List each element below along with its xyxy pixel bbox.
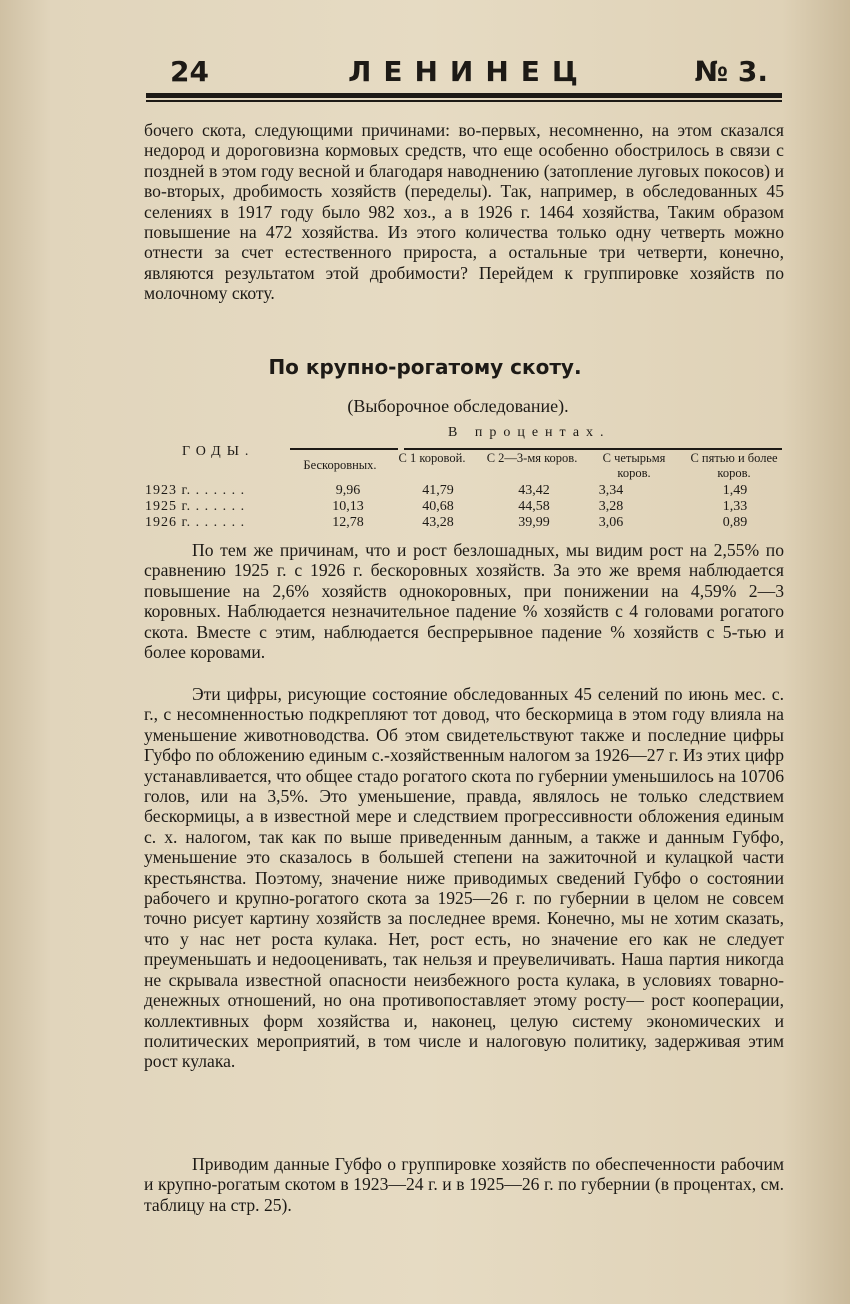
table-cell: 3,34	[598, 483, 624, 498]
table-header-rule	[404, 448, 782, 450]
table-cell: 1,33	[722, 499, 748, 514]
table-cell: 10,13	[332, 499, 364, 514]
table-years-header: ГОДЫ.	[182, 444, 255, 459]
column-header-five-plus: С пятью и более коров.	[690, 451, 778, 480]
paragraph-4: Приводим данные Губфо о группировке хозяйств по обеспеченности рабочим и крупно-рогатым скотом в 1923—24 г. и в 1925—26 г. по губернии (в процентах, см. таблицу на стр. 25).	[144, 1154, 784, 1215]
section-title: По крупно-рогатому скоту.	[268, 355, 582, 379]
column-header-two-three: С 2—3-мя коров.	[486, 451, 578, 465]
table-row-year: 1925 г. . . . . . .	[145, 499, 246, 514]
table-header-rule	[290, 448, 398, 450]
table-cell: 3,28	[598, 499, 624, 514]
table-cell: 9,96	[335, 483, 361, 498]
section-subtitle: (Выборочное обследование).	[347, 396, 569, 416]
table-caption: В процентах.	[448, 425, 611, 440]
table-cell: 40,68	[422, 499, 454, 514]
table-cell: 12,78	[332, 515, 364, 530]
table-cell: 0,89	[722, 515, 748, 530]
table-row-year: 1923 г. . . . . . .	[145, 483, 246, 498]
table-cell: 39,99	[518, 515, 550, 530]
paragraph-2: По тем же причинам, что и рост безлошадных, мы видим рост на 2,55% по сравнению 1925 г. с 1926 г. бескоровных хозяйств. За это же время наблюдается повышение на 2,6% хозяйств однокоровных, при понижении на 4,59% 2—3 коровных. Наблюдается незначительное падение % хозяйств с 4 головами рогатого скота. Вместе с этим, наблюдается беспрерывное падение % хозяйств с 5-тью и более коровами.	[144, 540, 784, 663]
table-cell: 41,79	[422, 483, 454, 498]
header-rule-thick	[146, 93, 782, 98]
header-rule-thin	[146, 100, 782, 102]
table-cell: 3,06	[598, 515, 624, 530]
paragraph-3: Эти цифры, рисующие состояние обследованных 45 селений по июнь мес. с. г., с несомненностью подкрепляют тот довод, что бескормица в этом году влияла на уменьшение животноводства. Об этом свидетельствуют также и последние цифры Губфо по обложению единым с.-хозяйственным налогом за 1926—27 г. Из этих цифр устанавливается, что общее стадо рогатого скота по губернии уменьшилось на 10706 голов, или на 3,5%. Это уменьшение, правда, являлось не только следствием бескормицы, а в известной мере и следствием прогрессивности обложения единым с. х. налогом, так как по выше приведенным данным, а также и данным Губфо, уменьшение это сказалось в большей степени на зажиточной и кулацкой части крестьянства. Поэтому, значение ниже приводимых сведений Губфо о состоянии рабочего и крупно-рогатого скота за 1925—26 г. по губернии в целом не совсем точно рисует картину хозяйств за последнее время. Конечно, мы не хотим сказать, что у нас нет роста кулака. Нет, рост есть, но значение его как не следует преуменьшать и недооценивать, так нельзя и преувеличивать. Наша партия никогда не скрывала известной опасности неизбежного роста кулака, в условиях товарно-денежных отношений, но она противопоставляет этому росту— рост кооперации, коллективных форм хозяйства и, наконец, целую систему экономических и политических мероприятий, в том числе и налоговую политику, задерживая этим рост кулака.	[144, 684, 784, 1072]
table-cell: 43,42	[518, 483, 550, 498]
table-row-year: 1926 г. . . . . . .	[145, 515, 246, 530]
table-cell: 43,28	[422, 515, 454, 530]
table-cell: 1,49	[722, 483, 748, 498]
paragraph-1: бочего скота, следующими причинами: во-первых, несомненно, на этом сказался недород и дороговизна кормовых средств, что еще особенно обострилось в связи с поздней в этом году весной и благодаря наводнению (затопление луговых покосов) и во-вторых, дробимость хозяйств (переделы). Так, например, в обследованных 45 селениях в 1917 году было 982 хоз., а в 1926 г. 1464 хозяйства, Таким образом повышение на 472 хозяйства. Из этого количества только одну четверть можно отнести за счет естественного прироста, а остальные три четверти, конечно, являются результатом этой дробимости? Перейдем к группировке хозяйств по молочному скоту.	[144, 120, 784, 304]
table-cell: 44,58	[518, 499, 550, 514]
page-header	[170, 55, 768, 91]
journal-title: ЛЕНИНЕЦ	[348, 55, 590, 88]
column-header-none: Бескоровных.	[303, 458, 377, 472]
column-header-one: С 1 коровой.	[398, 451, 466, 465]
column-header-four: С четырьмя коров.	[602, 451, 666, 480]
issue-number: № 3.	[694, 55, 768, 88]
page-number: 24	[170, 55, 209, 88]
